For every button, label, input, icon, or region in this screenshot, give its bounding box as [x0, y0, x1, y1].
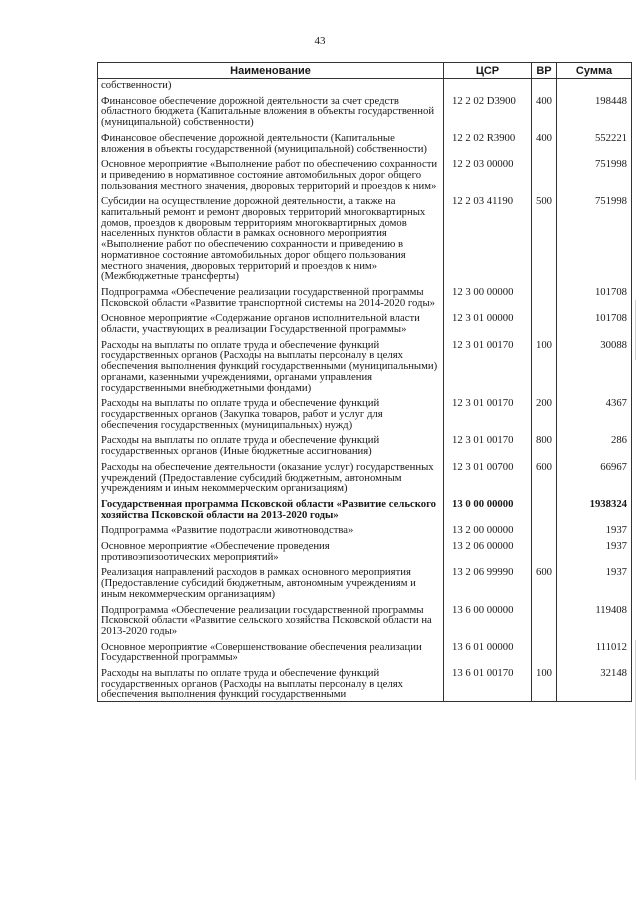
cell-sum: 198448: [557, 92, 632, 129]
cell-csr: 13 6 00 00000: [444, 601, 532, 638]
cell-vr: 600: [532, 563, 557, 600]
cell-name: Основное мероприятие «Содержание органов исполнительной власти области, участвующих в реализации Государственной программы»: [98, 309, 444, 335]
scan-edge-mark: [635, 640, 636, 780]
table-row: [98, 431, 632, 457]
cell-sum: 751998: [557, 192, 632, 283]
cell-name: Расходы на обеспечение деятельности (оказание услуг) государственных учреждений (Предоставление субсидий бюджетным, автономным учреждениям и иным некоммерческим организациям): [98, 458, 444, 495]
cell-sum: 1937: [557, 521, 632, 537]
cell-csr: 13 2 00 00000: [444, 521, 532, 537]
table-row: [98, 537, 632, 563]
cell-sum: 30088: [557, 336, 632, 395]
cell-vr: [532, 155, 557, 192]
cell-vr: [532, 309, 557, 335]
cell-name: Расходы на выплаты по оплате труда и обеспечение функций государственных органов (Расходы на выплаты персоналу в целях обеспечения выполнения функций государственными: [98, 664, 444, 702]
table-header-row: [98, 63, 632, 79]
table-row: [98, 664, 632, 702]
cell-name: Основное мероприятие «Обеспечение проведения противоэпизоотических мероприятий»: [98, 537, 444, 563]
cell-csr: 12 2 02 D3900: [444, 92, 532, 129]
cell-csr: 12 3 01 00170: [444, 431, 532, 457]
cell-csr: 13 2 06 99990: [444, 563, 532, 600]
cell-sum: 1937: [557, 537, 632, 563]
cell-name: Расходы на выплаты по оплате труда и обеспечение функций государственных органов (Расходы на выплаты персоналу в целях обеспечения выполнения функций государственными (муниципальными) органами, казенными учреждениями, органами управления государственными внебюджетными фондами): [98, 336, 444, 395]
cell-csr: [444, 79, 532, 92]
cell-csr: 12 3 00 00000: [444, 283, 532, 309]
cell-sum: 1937: [557, 563, 632, 600]
header-sum: Сумма: [557, 63, 632, 79]
cell-name: Реализация направлений расходов в рамках основного мероприятия (Предоставление субсидий бюджетным, автономным учреждениям и иным некоммерческим организациям): [98, 563, 444, 600]
cell-csr: 13 6 01 00170: [444, 664, 532, 702]
table-row: [98, 495, 632, 521]
cell-vr: [532, 638, 557, 664]
header-csr: ЦСР: [444, 63, 532, 79]
cell-vr: 600: [532, 458, 557, 495]
cell-sum: 4367: [557, 394, 632, 431]
cell-sum: 101708: [557, 283, 632, 309]
cell-name: Основное мероприятие «Совершенствование обеспечения реализации Государственной программы»: [98, 638, 444, 664]
table-row: [98, 336, 632, 395]
cell-name: собственности): [98, 79, 444, 92]
cell-csr: 12 3 01 00170: [444, 336, 532, 395]
table-row: [98, 129, 632, 155]
cell-vr: 100: [532, 664, 557, 702]
cell-vr: 400: [532, 92, 557, 129]
cell-name: Подпрограмма «Обеспечение реализации государственной программы Псковской области «Развитие транспортной системы на 2014-2020 годы»: [98, 283, 444, 309]
page-number: 43: [314, 35, 326, 47]
cell-vr: [532, 601, 557, 638]
cell-csr: 12 2 03 41190: [444, 192, 532, 283]
cell-sum: 66967: [557, 458, 632, 495]
table-row: [98, 521, 632, 537]
cell-vr: 400: [532, 129, 557, 155]
cell-name: Финансовое обеспечение дорожной деятельности (Капитальные вложения в объекты государственной (муниципальной) собственности): [98, 129, 444, 155]
cell-csr: 12 3 01 00700: [444, 458, 532, 495]
cell-name: Расходы на выплаты по оплате труда и обеспечение функций государственных органов (Закупка товаров, работ и услуг для обеспечения государственных (муниципальных) нужд): [98, 394, 444, 431]
cell-sum: 101708: [557, 309, 632, 335]
cell-name: Субсидии на осуществление дорожной деятельности, а также на капитальный ремонт и ремонт дворовых территорий многоквартирных домов, проездов к дворовым территориям многоквартирных домов населенных пунктов области в рамках основного мероприятия «Выполнение работ по обеспечению сохранности и приведению в нормативное состояние автомобильных дорог общего пользования местного значения, дворовых территорий и проездов к ним» (Межбюджетные трансферты): [98, 192, 444, 283]
cell-name: Расходы на выплаты по оплате труда и обеспечение функций государственных органов (Иные бюджетные ассигнования): [98, 431, 444, 457]
cell-name: Основное мероприятие «Выполнение работ по обеспечению сохранности и приведению в нормативное состояние автомобильных дорог общего пользования местного значения, дворовых территорий и проездов к ним»: [98, 155, 444, 192]
cell-sum: 552221: [557, 129, 632, 155]
header-vr: ВР: [532, 63, 557, 79]
cell-csr: 13 0 00 00000: [444, 495, 532, 521]
cell-sum: 751998: [557, 155, 632, 192]
table-row: [98, 155, 632, 192]
budget-table: [97, 62, 632, 702]
header-name: Наименование: [98, 63, 444, 79]
table-row: [98, 92, 632, 129]
table-body: [98, 79, 632, 702]
cell-sum: 111012: [557, 638, 632, 664]
cell-csr: 13 2 06 00000: [444, 537, 532, 563]
table-row: [98, 283, 632, 309]
table-row: [98, 192, 632, 283]
cell-name: Государственная программа Псковской области «Развитие сельского хозяйства Псковской области на 2013-2020 годы»: [98, 495, 444, 521]
cell-csr: 12 3 01 00170: [444, 394, 532, 431]
cell-vr: 800: [532, 431, 557, 457]
cell-csr: 12 2 02 R3900: [444, 129, 532, 155]
table-row: [98, 638, 632, 664]
table-row: [98, 79, 632, 92]
cell-sum: 119408: [557, 601, 632, 638]
cell-csr: 12 3 01 00000: [444, 309, 532, 335]
cell-sum: 32148: [557, 664, 632, 702]
table-row: [98, 458, 632, 495]
cell-csr: 13 6 01 00000: [444, 638, 532, 664]
cell-sum: [557, 79, 632, 92]
cell-sum: 286: [557, 431, 632, 457]
cell-vr: [532, 537, 557, 563]
cell-name: Подпрограмма «Обеспечение реализации государственной программы Псковской области «Развитие сельского хозяйства Псковской области на 2013-2020 годы»: [98, 601, 444, 638]
table-row: [98, 394, 632, 431]
cell-csr: 12 2 03 00000: [444, 155, 532, 192]
cell-name: Подпрограмма «Развитие подотрасли животноводства»: [98, 521, 444, 537]
cell-vr: [532, 521, 557, 537]
cell-vr: [532, 79, 557, 92]
table-row: [98, 309, 632, 335]
cell-vr: 500: [532, 192, 557, 283]
cell-name: Финансовое обеспечение дорожной деятельности за счет средств областного бюджета (Капитальные вложения в объекты государственной (муниципальной) собственности): [98, 92, 444, 129]
cell-vr: 100: [532, 336, 557, 395]
cell-sum: 1938324: [557, 495, 632, 521]
table-row: [98, 601, 632, 638]
table-row: [98, 563, 632, 600]
scan-edge-mark: [635, 300, 636, 360]
cell-vr: [532, 495, 557, 521]
cell-vr: [532, 283, 557, 309]
cell-vr: 200: [532, 394, 557, 431]
